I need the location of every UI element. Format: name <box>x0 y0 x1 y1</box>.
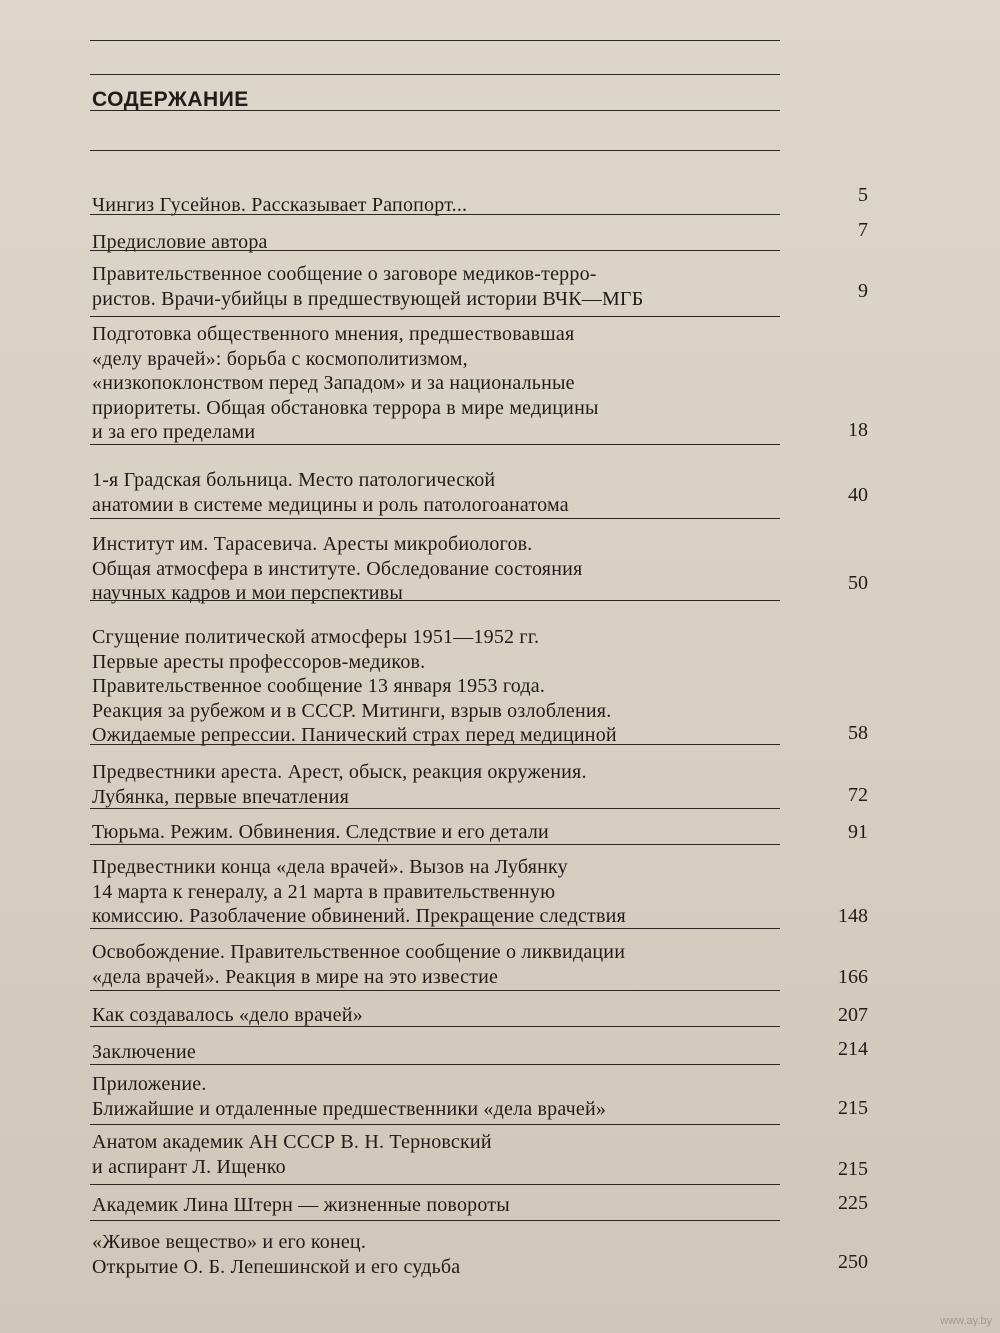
toc-entry-line: Тюрьма. Режим. Обвинения. Следствие и его детали <box>92 821 549 843</box>
entry-rule <box>90 808 780 809</box>
toc-entry-title <box>92 468 792 517</box>
toc-page-number: 148 <box>838 905 868 927</box>
entry-rule <box>90 250 780 251</box>
toc-entry-line: Открытие О. Б. Лепешинской и его судьба <box>92 1255 461 1278</box>
toc-page-number: 50 <box>848 572 868 594</box>
entry-rule <box>90 1124 780 1125</box>
toc-entry-title <box>92 1230 792 1279</box>
entry-rule <box>90 744 780 745</box>
toc-entry-line: Предвестники ареста. Арест, обыск, реакция окружения. <box>92 761 587 783</box>
toc-page-number: 250 <box>838 1251 868 1273</box>
toc-entry-line: ристов. Врачи-убийцы в предшествующей истории ВЧК—МГБ <box>92 287 644 310</box>
entry-rule <box>90 928 780 929</box>
toc-entry-line: Академик Лина Штерн — жизненные повороты <box>92 1194 510 1216</box>
toc-entry-title <box>92 532 792 606</box>
toc-entry-line: Правительственное сообщение о заговоре медиков-терро- <box>92 263 597 285</box>
toc-entry-line: и за его пределами <box>92 421 256 443</box>
entry-rule <box>90 844 780 845</box>
toc-page-number: 58 <box>848 722 868 744</box>
toc-entry-title <box>92 1040 792 1065</box>
toc-entry-line: Анатом академик АН СССР В. Н. Терновский <box>92 1131 492 1153</box>
toc-entry-title <box>92 820 792 845</box>
toc-page-number: 215 <box>838 1097 868 1119</box>
heading-rule <box>90 150 780 151</box>
toc-entry-title <box>92 1003 792 1028</box>
toc-entry-line: Общая атмосфера в институте. Обследование состояния <box>92 557 583 580</box>
toc-entry-line: комиссию. Разоблачение обвинений. Прекращение следствия <box>92 905 626 927</box>
toc-entry-line: «Живое вещество» и его конец. <box>92 1231 367 1253</box>
entry-rule <box>90 1064 780 1065</box>
toc-page-number: 72 <box>848 784 868 806</box>
top-rule <box>90 40 780 41</box>
toc-entry-title <box>92 1130 792 1179</box>
toc-entry-line: «делу врачей»: борьба с космополитизмом, <box>92 347 468 370</box>
toc-page-number: 215 <box>838 1158 868 1180</box>
entry-rule <box>90 1026 780 1027</box>
toc-entry-line: Как создавалось «дело врачей» <box>92 1004 363 1026</box>
entry-rule <box>90 600 780 601</box>
toc-page-number: 5 <box>858 184 868 206</box>
toc-entry-line: Первые аресты профессоров-медиков. <box>92 650 426 673</box>
toc-page-number: 9 <box>858 280 868 302</box>
toc-entry-line: Ожидаемые репрессии. Панический страх перед медициной <box>92 724 617 746</box>
entry-rule <box>90 214 780 215</box>
toc-page-number: 91 <box>848 821 868 843</box>
toc-page-number: 40 <box>848 484 868 506</box>
toc-entry-line: Реакция за рубежом и в СССР. Митинги, взрыв озлобления. <box>92 699 612 722</box>
entry-rule <box>90 444 780 445</box>
toc-entry-title <box>92 625 792 748</box>
toc-entry-line: 1-я Градская больница. Место патологической <box>92 469 496 491</box>
toc-page-number: 214 <box>838 1038 868 1060</box>
toc-entry-line: научных кадров и мои перспективы <box>92 582 403 604</box>
toc-entry-title <box>92 855 792 929</box>
toc-page-number: 7 <box>858 219 868 241</box>
toc-entry-title <box>92 760 792 809</box>
toc-entry-line: Правительственное сообщение 13 января 1953 года. <box>92 675 546 697</box>
toc-page-number: 166 <box>838 966 868 988</box>
toc-page-number: 225 <box>838 1192 868 1214</box>
toc-entry-title <box>92 940 792 989</box>
entry-rule <box>90 316 780 317</box>
entry-rule <box>90 990 780 991</box>
entry-rule <box>90 1220 780 1221</box>
toc-entry-line: Сгущение политической атмосферы 1951—1952 гг. <box>92 626 540 648</box>
toc-entry-line: Заключение <box>92 1041 196 1063</box>
toc-entry-line: Институт им. Тарасевича. Аресты микробиологов. <box>92 533 533 555</box>
toc-entry-line: Лубянка, первые впечатления <box>92 785 350 808</box>
entry-rule <box>90 1184 780 1185</box>
top-rule <box>90 74 780 75</box>
toc-entry-title <box>92 322 792 445</box>
toc-entry-title <box>92 1193 792 1218</box>
toc-entry-line: Ближайшие и отдаленные предшественники «дела врачей» <box>92 1097 607 1120</box>
toc-entry-line: 14 марта к генералу, а 21 марта в правительственную <box>92 880 556 903</box>
toc-entry-line: Освобождение. Правительственное сообщение о ликвидации <box>92 941 626 963</box>
toc-entry-line: «дела врачей». Реакция в мире на это известие <box>92 965 499 988</box>
toc-entry-title <box>92 262 792 311</box>
toc-entry-line: Предвестники конца «дела врачей». Вызов на Лубянку <box>92 856 568 878</box>
toc-entry-line: Подготовка общественного мнения, предшествовавшая <box>92 323 575 345</box>
toc-page-number: 207 <box>838 1004 868 1026</box>
watermark: www.ay.by <box>940 1315 992 1327</box>
toc-entry-line: Предисловие автора <box>92 231 268 253</box>
toc-entry-line: Чингиз Гусейнов. Рассказывает Рапопорт... <box>92 194 468 216</box>
toc-entry-line: и аспирант Л. Ищенко <box>92 1155 286 1178</box>
toc-entry-title <box>92 1072 792 1121</box>
toc-entry-line: анатомии в системе медицины и роль патологоанатома <box>92 493 569 516</box>
toc-page-number: 18 <box>848 419 868 441</box>
toc-entry-line: приоритеты. Общая обстановка террора в мире медицины <box>92 396 599 419</box>
page-title: СОДЕРЖАНИЕ <box>92 88 249 111</box>
toc-entry-line: Приложение. <box>92 1073 207 1095</box>
entry-rule <box>90 518 780 519</box>
toc-entry-line: «низкопоклонством перед Западом» и за национальные <box>92 372 575 394</box>
